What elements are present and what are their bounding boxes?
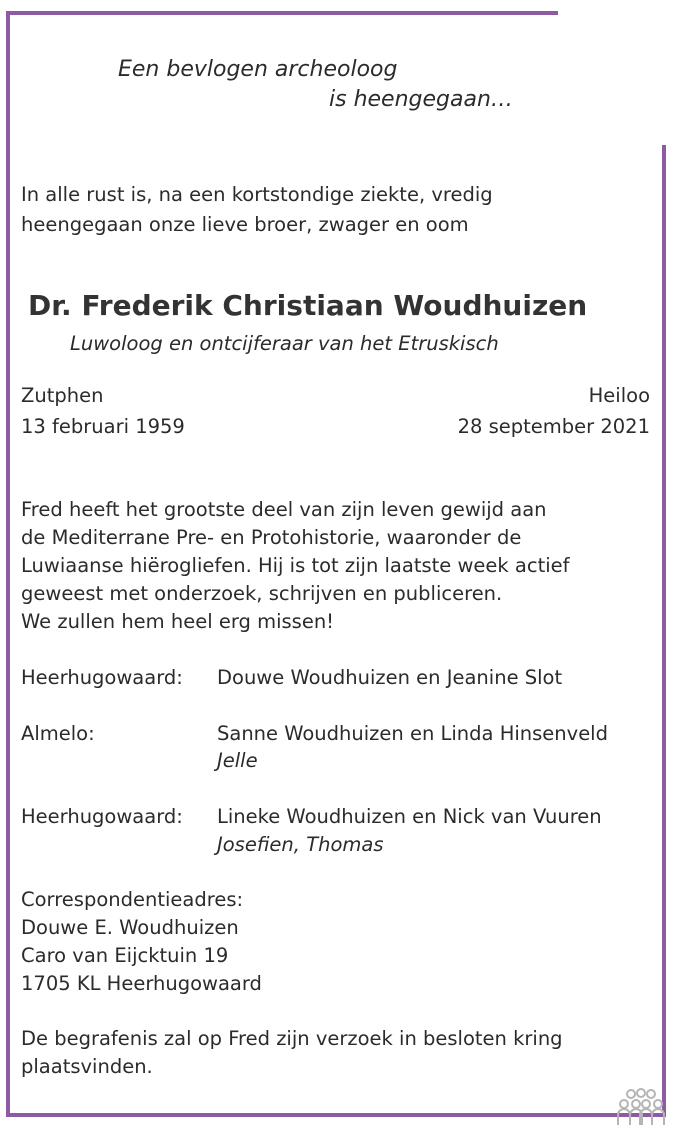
funeral-notice	[21, 1025, 563, 1081]
family-3-children: Josefien, Thomas	[217, 833, 384, 856]
frame-border-right	[662, 145, 666, 1117]
intro-line-2: heengegaan onze lieve broer, zwager en oom	[21, 213, 469, 236]
correspondence-name: Douwe E. Woudhuizen	[21, 916, 239, 939]
deceased-name: Dr. Frederik Christiaan Woudhuizen	[28, 289, 588, 322]
headline-line-1: Een bevlogen archeoloog	[118, 57, 398, 82]
tribute-line-3: Luwiaanse hiërogliefen. Hij is tot zijn laatste week actief	[21, 554, 570, 577]
correspondence-address	[21, 886, 262, 998]
tribute-line-5: We zullen hem heel erg missen!	[21, 610, 334, 633]
death-place: Heiloo	[588, 384, 650, 407]
birth-date: 13 februari 1959	[21, 415, 185, 438]
family-3-names: Lineke Woudhuizen en Nick van Vuuren	[217, 805, 602, 828]
deceased-role: Luwoloog en ontcijferaar van het Etruskisch	[70, 332, 499, 355]
intro-text	[21, 180, 493, 240]
funeral-line-2: plaatsvinden.	[21, 1055, 153, 1078]
intro-line-1: In alle rust is, na een kortstondige ziekte, vredig	[21, 183, 493, 206]
tribute-line-4: geweest met onderzoek, schrijven en publiceren.	[21, 582, 503, 605]
frame-border-left	[6, 11, 10, 1117]
family-2-children: Jelle	[217, 749, 258, 772]
tribute-line-1: Fred heeft het grootste deel van zijn leven gewijd aan	[21, 498, 547, 521]
family-3-place: Heerhugowaard:	[21, 805, 183, 828]
death-date: 28 september 2021	[457, 415, 650, 438]
correspondence-postal-city: 1705 KL Heerhugowaard	[21, 972, 262, 995]
family-2-names: Sanne Woudhuizen en Linda Hinsenveld	[217, 722, 608, 745]
family-2-place: Almelo:	[21, 722, 95, 745]
family-1-names: Douwe Woudhuizen en Jeanine Slot	[217, 666, 563, 689]
people-group-icon	[615, 1087, 667, 1127]
correspondence-street: Caro van Eijcktuin 19	[21, 944, 229, 967]
frame-border-top	[6, 11, 558, 15]
headline-line-2: is heengegaan…	[329, 87, 513, 112]
tribute-line-2: de Mediterrane Pre- en Protohistorie, waaronder de	[21, 526, 522, 549]
correspondence-heading: Correspondentieadres:	[21, 888, 244, 911]
birth-place: Zutphen	[21, 384, 104, 407]
tribute-text	[21, 496, 570, 636]
frame-border-bottom	[6, 1113, 666, 1117]
funeral-line-1: De begrafenis zal op Fred zijn verzoek in besloten kring	[21, 1027, 563, 1050]
family-1-place: Heerhugowaard:	[21, 666, 183, 689]
